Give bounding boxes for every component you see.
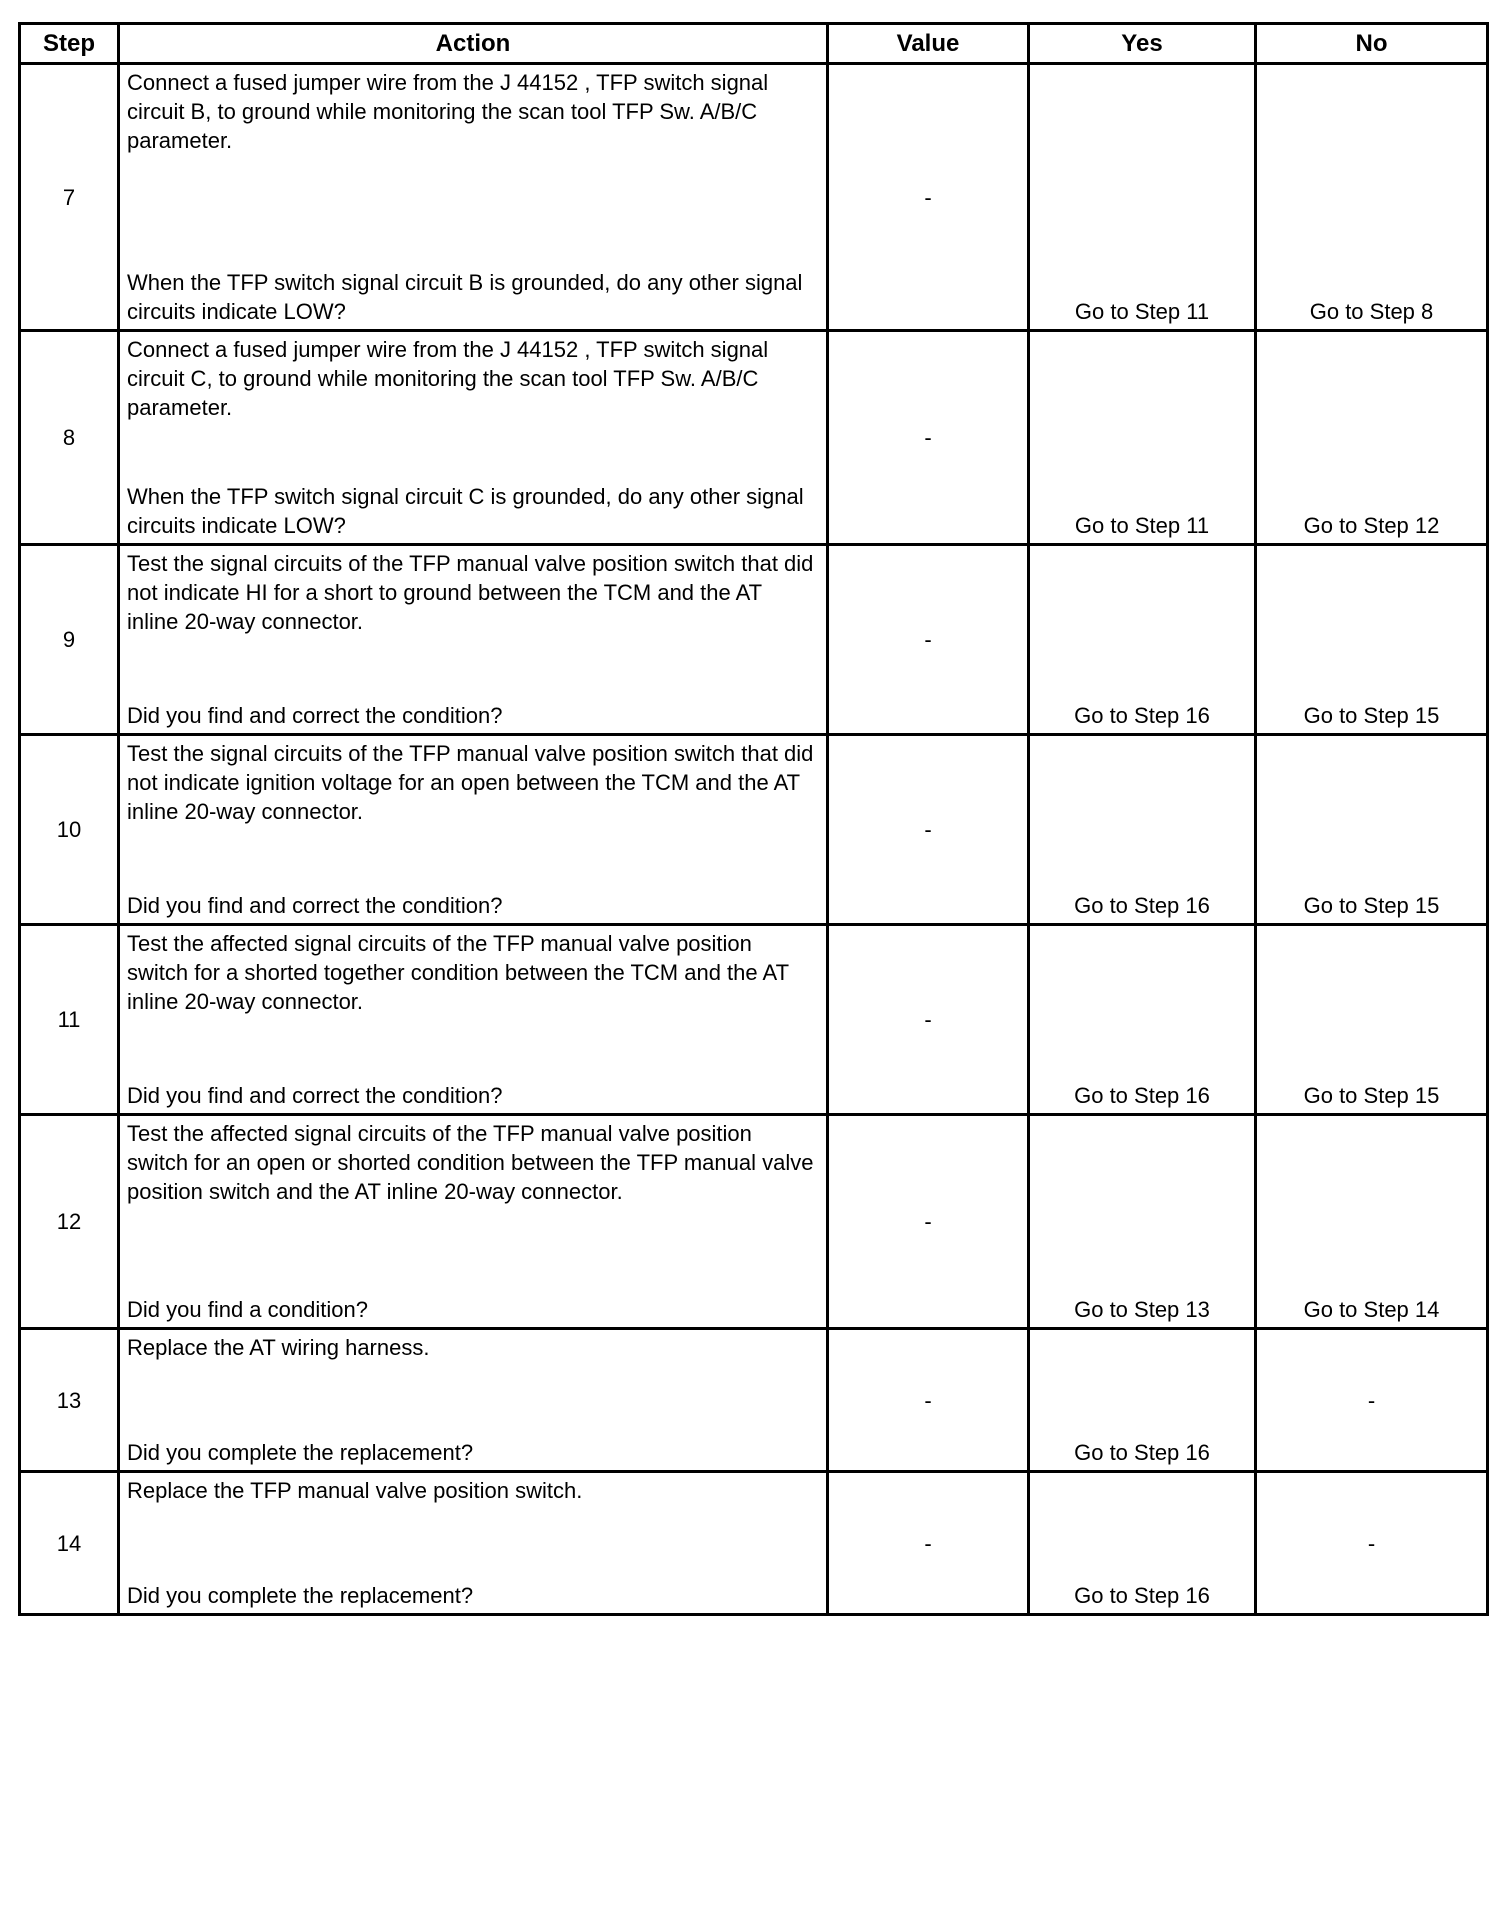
action-instruction: Test the signal circuits of the TFP manual valve position switch that did not indicate ignition voltage for an open between the TCM and the AT inline 20-way connector.	[127, 741, 814, 824]
yes-cell: Go to Step 16	[1029, 545, 1256, 735]
no-cell: Go to Step 12	[1256, 331, 1488, 545]
action-cell	[119, 545, 828, 735]
diagnostic-table	[18, 22, 1489, 1616]
action-instruction: Connect a fused jumper wire from the J 44152 , TFP switch signal circuit B, to ground while monitoring the scan tool TFP Sw. A/B/C parameter.	[127, 70, 769, 153]
yes-cell: Go to Step 11	[1029, 331, 1256, 545]
no-cell: Go to Step 15	[1256, 925, 1488, 1115]
step-number: 13	[20, 1329, 119, 1472]
action-question: When the TFP switch signal circuit C is grounded, do any other signal circuits indicate LOW?	[127, 484, 804, 538]
no-cell: Go to Step 8	[1256, 64, 1488, 331]
action-instruction: Test the affected signal circuits of the TFP manual valve position switch for a shorted together condition between the TCM and the AT inline 20-way connector.	[127, 931, 789, 1014]
table-row	[20, 1472, 1488, 1615]
yes-cell: Go to Step 13	[1029, 1115, 1256, 1329]
step-number: 11	[20, 925, 119, 1115]
action-question: Did you complete the replacement?	[127, 1440, 474, 1465]
action-question: Did you find and correct the condition?	[127, 1083, 503, 1108]
value-cell: -	[828, 545, 1029, 735]
step-number: 7	[20, 64, 119, 331]
step-number: 9	[20, 545, 119, 735]
no-cell: -	[1256, 1329, 1488, 1472]
value-cell: -	[828, 1329, 1029, 1472]
step-number: 14	[20, 1472, 119, 1615]
action-cell	[119, 1329, 828, 1472]
value-cell: -	[828, 925, 1029, 1115]
no-cell: Go to Step 14	[1256, 1115, 1488, 1329]
action-question: Did you complete the replacement?	[127, 1583, 474, 1608]
action-cell	[119, 331, 828, 545]
step-number: 10	[20, 735, 119, 925]
header-step: Step	[20, 24, 119, 64]
yes-cell: Go to Step 11	[1029, 64, 1256, 331]
action-cell	[119, 735, 828, 925]
step-number: 8	[20, 331, 119, 545]
table-row	[20, 545, 1488, 735]
table-row	[20, 925, 1488, 1115]
table-row	[20, 1115, 1488, 1329]
yes-cell: Go to Step 16	[1029, 735, 1256, 925]
action-question: When the TFP switch signal circuit B is grounded, do any other signal circuits indicate LOW?	[127, 270, 803, 324]
yes-cell: Go to Step 16	[1029, 925, 1256, 1115]
action-question: Did you find and correct the condition?	[127, 893, 503, 918]
header-action: Action	[119, 24, 828, 64]
value-cell: -	[828, 735, 1029, 925]
table-row	[20, 331, 1488, 545]
action-question: Did you find a condition?	[127, 1297, 368, 1322]
value-cell: -	[828, 331, 1029, 545]
action-cell	[119, 1472, 828, 1615]
yes-cell: Go to Step 16	[1029, 1472, 1256, 1615]
step-number: 12	[20, 1115, 119, 1329]
header-row	[20, 24, 1488, 64]
action-instruction: Replace the AT wiring harness.	[127, 1335, 430, 1360]
table-row	[20, 735, 1488, 925]
value-cell: -	[828, 1472, 1029, 1615]
no-cell: Go to Step 15	[1256, 735, 1488, 925]
header-yes: Yes	[1029, 24, 1256, 64]
no-cell: Go to Step 15	[1256, 545, 1488, 735]
no-cell: -	[1256, 1472, 1488, 1615]
action-instruction: Test the signal circuits of the TFP manual valve position switch that did not indicate HI for a short to ground between the TCM and the AT inline 20-way connector.	[127, 551, 814, 634]
action-cell	[119, 1115, 828, 1329]
action-cell	[119, 925, 828, 1115]
action-instruction: Test the affected signal circuits of the TFP manual valve position switch for an open or shorted condition between the TFP manual valve position switch and the AT inline 20-way connector.	[127, 1121, 814, 1204]
value-cell: -	[828, 64, 1029, 331]
table-row	[20, 1329, 1488, 1472]
action-instruction: Replace the TFP manual valve position switch.	[127, 1478, 583, 1503]
header-no: No	[1256, 24, 1488, 64]
table-row	[20, 64, 1488, 331]
action-instruction: Connect a fused jumper wire from the J 44152 , TFP switch signal circuit C, to ground while monitoring the scan tool TFP Sw. A/B/C parameter.	[127, 337, 769, 420]
value-cell: -	[828, 1115, 1029, 1329]
header-value: Value	[828, 24, 1029, 64]
yes-cell: Go to Step 16	[1029, 1329, 1256, 1472]
action-question: Did you find and correct the condition?	[127, 703, 503, 728]
action-cell	[119, 64, 828, 331]
